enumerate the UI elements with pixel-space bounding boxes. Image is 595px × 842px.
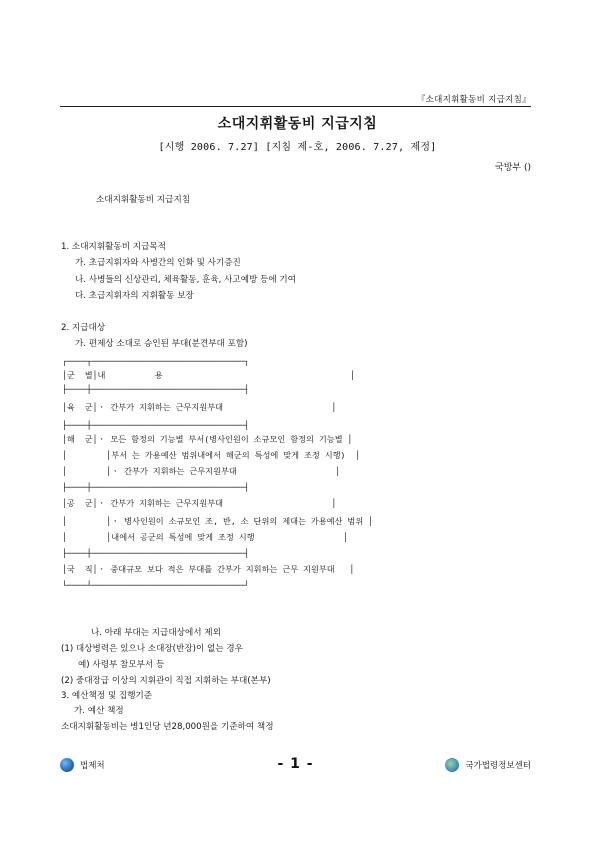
document-header-tag: 『소대지휘활동비 지급지침』 (416, 95, 531, 105)
section1-heading: 1. 소대지휘활동비 지급목적 (61, 242, 166, 252)
table-line: │ │내에서 공군의 특성에 맞게 조정 시행 │ (62, 532, 349, 542)
section1-item: 가. 초급지휘자와 사병간의 인화 및 사기증진 (75, 258, 241, 268)
table-line: │공 군│ㆍ 간부가 지휘하는 근무지원부대 │ (62, 498, 337, 508)
section3-item-a: 가. 예산 책정 (74, 706, 124, 716)
page-number: - 1 - (277, 756, 314, 772)
section1-item: 나. 사병들의 신상관리, 체육활동, 훈육, 사고예방 등에 기여 (75, 275, 296, 285)
table-line: │국 직│ㆍ 중대규모 보다 적은 부대를 간부가 지휘하는 근무 지원부대 │ (62, 564, 355, 574)
section3-text: 소대지휘활동비는 병1인당 년28,000원을 기준하여 책정 (61, 722, 274, 732)
table-line: └────┴───────────────────────────────┘ (62, 580, 250, 590)
table-line: │ │ㆍ 간부가 지휘하는 근무지원부대 │ (62, 466, 341, 476)
exclusion-item: (2) 중대장급 이상의 지휘관이 직접 지휘하는 부대(본부) (61, 676, 271, 686)
section3-heading: 3. 예산책정 및 집행기준 (61, 691, 153, 701)
table-line: ├────┼───────────────────────────────┤ (62, 482, 250, 492)
table-line: │ │ㆍ 병사인원이 소규모인 조, 반, 소 단위의 제대는 가용예산 범위 │ (62, 516, 374, 526)
document-title: 소대지휘활동비 지급지침 (217, 116, 378, 132)
globe-logo-icon (445, 758, 459, 772)
exclusion-item: 예) 사령부 참모부서 등 (78, 660, 165, 670)
ministry-label: 국방부 () (495, 163, 531, 173)
page-footer (60, 756, 531, 776)
footer-right-label: 국가법령정보센터 (465, 761, 531, 771)
table-line: ┌────┬───────────────────────────────┐ (62, 356, 250, 366)
table-line: ├────┼───────────────────────────────┤ (62, 548, 250, 558)
header-divider (60, 106, 531, 107)
table-line: │ │부서 는 가용예산 범위내에서 해군의 특성에 맞게 조정 시행) │ (62, 450, 361, 460)
footer-right (445, 758, 531, 772)
table-line: ├────┼───────────────────────────────┤ (62, 384, 250, 394)
section2-item-a: 가. 편제상 소대로 승인된 부대(분견부대 포함) (75, 339, 248, 349)
table-line: │육 군│ㆍ 간부가 지휘하는 근무지원부대 │ (62, 402, 337, 412)
table-line: │군 별│내 용 │ (62, 370, 355, 380)
footer-left-label: 법제처 (80, 761, 105, 771)
section2-heading: 2. 지급대상 (61, 323, 106, 333)
section2-item-b: 나. 아래 부대는 지급대상에서 제외 (91, 628, 221, 638)
intro-title: 소대지휘활동비 지급지침 (96, 195, 191, 205)
document-subtitle: [시행 2006. 7.27] [지침 제-호, 2006. 7.27, 제정] (158, 142, 437, 153)
table-line: ├────┼───────────────────────────────┤ (62, 420, 250, 430)
section1-item: 다. 초급지휘자의 지휘활동 보장 (75, 291, 194, 301)
table-line: │해 군│ㆍ 모든 함정의 기능별 부서(병사인원이 소규모인 함정의 기능별 │ (62, 434, 353, 444)
exclusion-item: (1) 대상병력은 있으나 소대장(반장)이 없는 경우 (61, 644, 243, 654)
